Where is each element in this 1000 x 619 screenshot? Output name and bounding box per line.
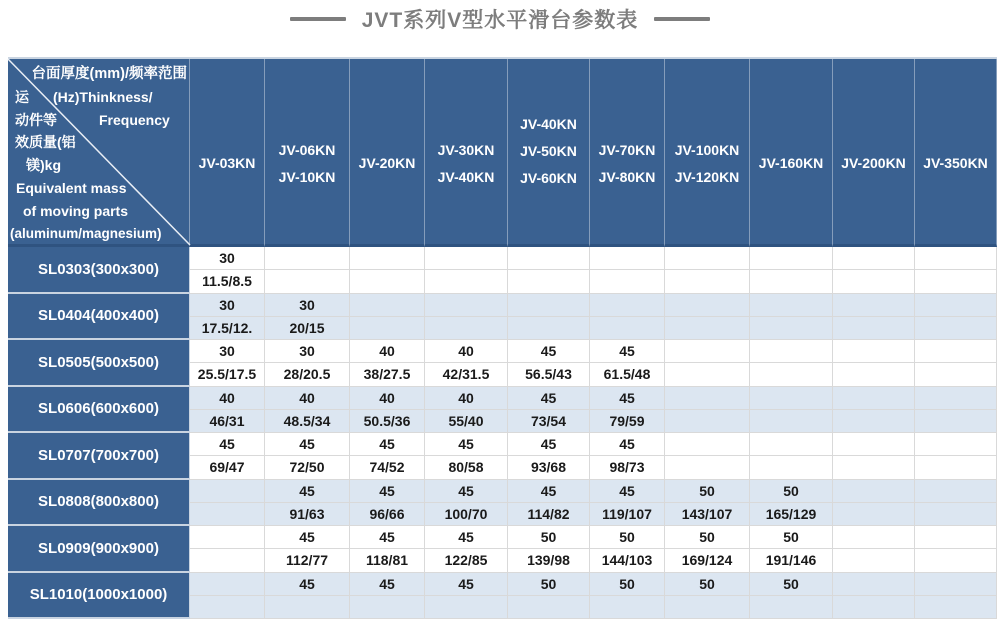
data-cell: [508, 247, 590, 294]
data-cell: [350, 526, 425, 573]
frequency-value: [915, 270, 996, 292]
data-cell: [750, 480, 833, 527]
frequency-value: 74/52: [350, 456, 424, 478]
frequency-value: [190, 549, 264, 571]
data-cell: [833, 433, 915, 480]
frequency-value: 91/63: [265, 503, 349, 525]
data-cell: [915, 526, 997, 573]
data-cell: [750, 247, 833, 294]
frequency-value: [350, 596, 424, 618]
thickness-value: 50: [750, 526, 832, 549]
data-cell: [833, 480, 915, 527]
data-cell: [590, 573, 665, 619]
thickness-value: 45: [590, 480, 664, 503]
thickness-value: [915, 387, 996, 410]
frequency-value: [915, 503, 996, 525]
data-cell: [750, 340, 833, 387]
row-label: SL0707(700x700): [8, 433, 190, 480]
frequency-value: [425, 270, 507, 292]
corner-line: Equivalent mass: [8, 177, 189, 200]
frequency-value: [590, 596, 664, 618]
thickness-value: 45: [350, 480, 424, 503]
frequency-value: 119/107: [590, 503, 664, 525]
thickness-value: [665, 340, 749, 363]
thickness-value: 45: [425, 526, 507, 549]
frequency-value: 69/47: [190, 456, 264, 478]
data-cell: [665, 247, 750, 294]
data-cell: [590, 294, 665, 341]
frequency-value: 165/129: [750, 503, 832, 525]
data-cell: [833, 387, 915, 434]
row-label: SL0303(300x300): [8, 247, 190, 294]
data-cell: [833, 526, 915, 573]
frequency-value: 73/54: [508, 410, 589, 432]
frequency-value: [265, 596, 349, 618]
data-cell: [915, 573, 997, 619]
frequency-value: [190, 503, 264, 525]
thickness-value: 45: [265, 573, 349, 596]
data-cell: [750, 387, 833, 434]
thickness-value: 45: [590, 340, 664, 363]
thickness-value: [833, 294, 914, 317]
corner-line: [8, 86, 189, 109]
thickness-value: [750, 340, 832, 363]
corner-line: 镁)kg: [8, 154, 189, 177]
thickness-value: 45: [265, 526, 349, 549]
thickness-value: [833, 340, 914, 363]
thickness-value: 40: [265, 387, 349, 410]
data-cell: [425, 247, 508, 294]
row-label: SL0404(400x400): [8, 294, 190, 341]
frequency-value: [833, 596, 914, 618]
data-cell: [425, 387, 508, 434]
data-cell: [425, 573, 508, 619]
data-cell: [265, 573, 350, 619]
thickness-value: [665, 294, 749, 317]
frequency-value: [750, 596, 832, 618]
row-label: SL0909(900x900): [8, 526, 190, 573]
frequency-value: [665, 456, 749, 478]
data-cell: [750, 294, 833, 341]
thickness-value: [833, 247, 914, 270]
data-cell: [915, 340, 997, 387]
thickness-value: [915, 573, 996, 596]
thickness-value: 45: [590, 387, 664, 410]
thickness-value: [590, 294, 664, 317]
column-header-label: JV-60KN: [520, 165, 577, 192]
thickness-value: [190, 480, 264, 503]
thickness-value: [750, 294, 832, 317]
data-cell: [350, 340, 425, 387]
data-cell: [190, 480, 265, 527]
frequency-value: [350, 317, 424, 339]
data-cell: [265, 340, 350, 387]
data-cell: [590, 340, 665, 387]
data-cell: [590, 526, 665, 573]
frequency-value: [750, 317, 832, 339]
data-cell: [265, 526, 350, 573]
frequency-value: 72/50: [265, 456, 349, 478]
thickness-value: 30: [265, 340, 349, 363]
data-cell: [350, 387, 425, 434]
column-header-label: JV-40KN: [438, 164, 495, 191]
corner-line-left: 动件等: [15, 112, 57, 128]
data-cell: [190, 526, 265, 573]
thickness-value: 45: [350, 573, 424, 596]
column-header-label: JV-120KN: [675, 164, 740, 191]
thickness-value: 45: [508, 387, 589, 410]
frequency-value: [665, 317, 749, 339]
thickness-value: 45: [425, 480, 507, 503]
data-cell: [665, 433, 750, 480]
title-dash-left: [290, 17, 346, 21]
page-title: JVT系列V型水平滑台参数表: [362, 4, 639, 34]
frequency-value: [665, 410, 749, 432]
thickness-value: [665, 387, 749, 410]
thickness-value: 45: [508, 480, 589, 503]
thickness-value: [750, 387, 832, 410]
frequency-value: 191/146: [750, 549, 832, 571]
frequency-value: [750, 456, 832, 478]
frequency-value: 114/82: [508, 503, 589, 525]
data-cell: [508, 480, 590, 527]
thickness-value: [425, 294, 507, 317]
thickness-value: 45: [508, 433, 589, 456]
frequency-value: [190, 596, 264, 618]
thickness-value: 40: [350, 387, 424, 410]
corner-line-right: Frequency: [99, 112, 170, 128]
data-cell: [915, 387, 997, 434]
data-cell: [590, 247, 665, 294]
thickness-value: 30: [190, 340, 264, 363]
thickness-value: 45: [590, 433, 664, 456]
column-header-jv-03kn: [190, 59, 265, 247]
data-cell: [425, 526, 508, 573]
data-cell: [750, 573, 833, 619]
frequency-value: 42/31.5: [425, 363, 507, 385]
thickness-value: 50: [590, 526, 664, 549]
frequency-value: [833, 456, 914, 478]
thickness-value: 45: [350, 526, 424, 549]
data-cell: [508, 387, 590, 434]
data-cell: [190, 294, 265, 341]
column-header-label: JV-30KN: [438, 137, 495, 164]
thickness-value: [833, 480, 914, 503]
corner-header-cell: [8, 59, 190, 247]
thickness-value: [190, 573, 264, 596]
frequency-value: 143/107: [665, 503, 749, 525]
column-header-label: JV-70KN: [599, 137, 656, 164]
frequency-value: 61.5/48: [590, 363, 664, 385]
data-cell: [265, 387, 350, 434]
corner-line: [8, 109, 189, 132]
data-cell: [508, 433, 590, 480]
thickness-value: 50: [665, 480, 749, 503]
thickness-value: [665, 247, 749, 270]
data-cell: [750, 433, 833, 480]
column-header-jv-40kn-jv-50kn-jv-60kn: [508, 59, 590, 247]
frequency-value: 55/40: [425, 410, 507, 432]
data-cell: [508, 573, 590, 619]
thickness-value: [508, 294, 589, 317]
frequency-value: 169/124: [665, 549, 749, 571]
row-label: SL0505(500x500): [8, 340, 190, 387]
data-cell: [190, 340, 265, 387]
data-cell: [190, 247, 265, 294]
frequency-value: 17.5/12.: [190, 317, 264, 339]
thickness-value: [915, 433, 996, 456]
column-header-label: JV-100KN: [675, 137, 740, 164]
frequency-value: 79/59: [590, 410, 664, 432]
frequency-value: 118/81: [350, 549, 424, 571]
thickness-value: 50: [750, 480, 832, 503]
thickness-value: [665, 433, 749, 456]
column-header-label: JV-40KN: [520, 111, 577, 138]
frequency-value: [665, 270, 749, 292]
row-label: SL1010(1000x1000): [8, 573, 190, 619]
data-cell: [915, 294, 997, 341]
frequency-value: 11.5/8.5: [190, 270, 264, 292]
column-header-label: JV-160KN: [759, 150, 824, 177]
column-header-jv-70kn-jv-80kn: [590, 59, 665, 247]
frequency-value: [425, 317, 507, 339]
frequency-value: [590, 270, 664, 292]
frequency-value: 93/68: [508, 456, 589, 478]
frequency-value: [265, 270, 349, 292]
column-header-jv-20kn: [350, 59, 425, 247]
data-cell: [265, 294, 350, 341]
corner-line: of moving parts: [8, 200, 189, 223]
thickness-value: 50: [665, 573, 749, 596]
column-header-label: JV-80KN: [599, 164, 656, 191]
data-cell: [915, 480, 997, 527]
frequency-value: 96/66: [350, 503, 424, 525]
thickness-value: [833, 433, 914, 456]
thickness-value: [915, 247, 996, 270]
frequency-value: 144/103: [590, 549, 664, 571]
frequency-value: [590, 317, 664, 339]
thickness-value: 45: [425, 433, 507, 456]
data-cell: [425, 340, 508, 387]
frequency-value: [665, 596, 749, 618]
frequency-value: 38/27.5: [350, 363, 424, 385]
thickness-value: [190, 526, 264, 549]
data-cell: [350, 294, 425, 341]
thickness-value: 50: [665, 526, 749, 549]
data-cell: [190, 387, 265, 434]
frequency-value: [915, 410, 996, 432]
frequency-value: 80/58: [425, 456, 507, 478]
thickness-value: 45: [508, 340, 589, 363]
thickness-value: 45: [190, 433, 264, 456]
data-cell: [265, 247, 350, 294]
thickness-value: [265, 247, 349, 270]
frequency-value: [915, 549, 996, 571]
data-cell: [915, 247, 997, 294]
thickness-value: [750, 433, 832, 456]
column-header-jv-160kn: [750, 59, 833, 247]
frequency-value: [350, 270, 424, 292]
thickness-value: 50: [750, 573, 832, 596]
frequency-value: 56.5/43: [508, 363, 589, 385]
frequency-value: [508, 596, 589, 618]
data-cell: [190, 573, 265, 619]
frequency-value: 100/70: [425, 503, 507, 525]
data-cell: [665, 340, 750, 387]
data-cell: [665, 573, 750, 619]
thickness-value: 45: [265, 480, 349, 503]
data-cell: [350, 247, 425, 294]
data-cell: [350, 480, 425, 527]
frequency-value: [915, 363, 996, 385]
column-header-jv-06kn-jv-10kn: [265, 59, 350, 247]
frequency-value: [750, 270, 832, 292]
column-header-label: JV-06KN: [279, 137, 336, 164]
corner-line: (aluminum/magnesium): [8, 223, 189, 246]
thickness-value: 30: [190, 294, 264, 317]
frequency-value: [833, 410, 914, 432]
frequency-value: 122/85: [425, 549, 507, 571]
thickness-value: 30: [265, 294, 349, 317]
frequency-value: [833, 317, 914, 339]
data-cell: [425, 433, 508, 480]
thickness-value: 50: [590, 573, 664, 596]
data-cell: [190, 433, 265, 480]
thickness-value: [915, 294, 996, 317]
column-header-label: JV-200KN: [841, 150, 906, 177]
thickness-value: 30: [190, 247, 264, 270]
data-cell: [350, 573, 425, 619]
data-cell: [590, 387, 665, 434]
data-cell: [750, 526, 833, 573]
thickness-value: [750, 247, 832, 270]
thickness-value: [833, 387, 914, 410]
frequency-value: 48.5/34: [265, 410, 349, 432]
column-header-label: JV-50KN: [520, 138, 577, 165]
frequency-value: [750, 410, 832, 432]
frequency-value: [915, 456, 996, 478]
corner-line: 台面厚度(mm)/频率范围: [8, 63, 189, 86]
column-header-label: JV-20KN: [359, 150, 416, 177]
column-header-jv-350kn: [915, 59, 997, 247]
data-cell: [508, 340, 590, 387]
thickness-value: [915, 526, 996, 549]
column-header-jv-100kn-jv-120kn: [665, 59, 750, 247]
thickness-value: 40: [190, 387, 264, 410]
thickness-value: 45: [265, 433, 349, 456]
frequency-value: [665, 363, 749, 385]
data-cell: [265, 433, 350, 480]
data-cell: [665, 387, 750, 434]
data-cell: [590, 480, 665, 527]
frequency-value: [833, 363, 914, 385]
frequency-value: [833, 270, 914, 292]
data-cell: [508, 294, 590, 341]
thickness-value: 45: [350, 433, 424, 456]
thickness-value: [350, 247, 424, 270]
thickness-value: [508, 247, 589, 270]
thickness-value: [425, 247, 507, 270]
column-header-jv-200kn: [833, 59, 915, 247]
frequency-value: [833, 549, 914, 571]
thickness-value: [350, 294, 424, 317]
frequency-value: [425, 596, 507, 618]
data-cell: [425, 480, 508, 527]
thickness-value: [915, 340, 996, 363]
frequency-value: [833, 503, 914, 525]
thickness-value: 50: [508, 526, 589, 549]
frequency-value: 46/31: [190, 410, 264, 432]
data-cell: [350, 433, 425, 480]
frequency-value: 50.5/36: [350, 410, 424, 432]
corner-line-right: (Hz)Thinkness/: [53, 89, 153, 105]
column-header-label: JV-350KN: [923, 150, 988, 177]
thickness-value: 40: [425, 387, 507, 410]
param-table: [8, 57, 997, 619]
column-header-label: JV-10KN: [279, 164, 336, 191]
thickness-value: [833, 573, 914, 596]
thickness-value: [590, 247, 664, 270]
corner-line-left: 运: [15, 89, 29, 105]
frequency-value: [508, 317, 589, 339]
data-cell: [665, 480, 750, 527]
thickness-value: 45: [425, 573, 507, 596]
title-dash-right: [654, 17, 710, 21]
data-cell: [915, 433, 997, 480]
data-cell: [265, 480, 350, 527]
column-header-jv-30kn-jv-40kn: [425, 59, 508, 247]
data-cell: [833, 340, 915, 387]
row-label: SL0606(600x600): [8, 387, 190, 434]
data-cell: [508, 526, 590, 573]
data-cell: [590, 433, 665, 480]
data-cell: [425, 294, 508, 341]
frequency-value: [508, 270, 589, 292]
frequency-value: 20/15: [265, 317, 349, 339]
thickness-value: 50: [508, 573, 589, 596]
data-cell: [665, 526, 750, 573]
frequency-value: 139/98: [508, 549, 589, 571]
data-cell: [833, 294, 915, 341]
corner-line: 效质量(铝: [8, 131, 189, 154]
frequency-value: 112/77: [265, 549, 349, 571]
thickness-value: [915, 480, 996, 503]
data-cell: [833, 247, 915, 294]
frequency-value: [915, 596, 996, 618]
data-cell: [665, 294, 750, 341]
row-label: SL0808(800x800): [8, 480, 190, 527]
frequency-value: [750, 363, 832, 385]
thickness-value: [833, 526, 914, 549]
frequency-value: 98/73: [590, 456, 664, 478]
frequency-value: 28/20.5: [265, 363, 349, 385]
thickness-value: 40: [350, 340, 424, 363]
thickness-value: 40: [425, 340, 507, 363]
page-header: [0, 3, 1000, 35]
data-cell: [833, 573, 915, 619]
frequency-value: [915, 317, 996, 339]
column-header-label: JV-03KN: [199, 150, 256, 177]
frequency-value: 25.5/17.5: [190, 363, 264, 385]
